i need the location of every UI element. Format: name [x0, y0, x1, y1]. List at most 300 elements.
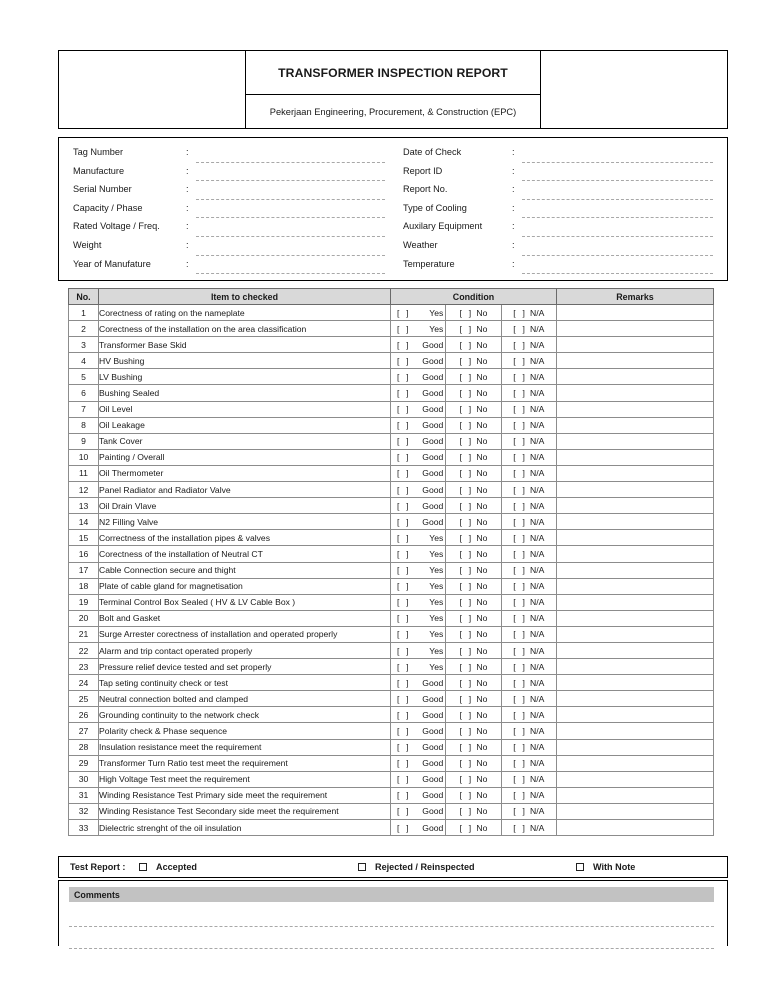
condition-option-primary[interactable] — [391, 646, 445, 656]
cell-condition — [446, 305, 501, 321]
condition-option-no[interactable] — [446, 436, 500, 446]
checkbox-with-note-icon[interactable] — [576, 863, 584, 871]
checkbox-bracket-icon[interactable]: [ ] — [513, 484, 528, 495]
checkbox-bracket-icon[interactable]: [ ] — [513, 420, 528, 431]
condition-option-na[interactable] — [502, 726, 556, 736]
cell-condition — [501, 514, 556, 530]
checkbox-bracket-icon[interactable]: [ ] — [397, 420, 411, 431]
checkbox-bracket-icon[interactable]: [ ] — [513, 500, 528, 511]
checkbox-bracket-icon[interactable]: [ ] — [513, 597, 528, 608]
table-row — [69, 433, 714, 449]
cell-remarks[interactable] — [557, 691, 714, 707]
cell-remarks[interactable] — [557, 594, 714, 610]
cell-remarks[interactable] — [557, 498, 714, 514]
inspection-checklist-table — [68, 288, 714, 836]
cell-no: 19 — [69, 594, 99, 610]
cell-remarks[interactable] — [557, 530, 714, 546]
checkbox-bracket-icon[interactable]: [ ] — [397, 307, 411, 318]
checkbox-bracket-icon[interactable]: [ ] — [459, 436, 474, 447]
checkbox-bracket-icon[interactable]: [ ] — [459, 613, 474, 624]
checkbox-bracket-icon[interactable]: [ ] — [513, 388, 528, 399]
checkbox-rejected-icon[interactable] — [358, 863, 366, 871]
checkbox-bracket-icon[interactable]: [ ] — [397, 709, 411, 720]
checkbox-bracket-icon[interactable]: [ ] — [459, 500, 474, 511]
checkbox-bracket-icon[interactable]: [ ] — [513, 307, 528, 318]
condition-option-primary[interactable] — [391, 629, 445, 639]
cell-item: Cable Connection secure and thight — [99, 562, 391, 578]
cell-remarks[interactable] — [557, 433, 714, 449]
condition-option-na[interactable] — [502, 308, 556, 318]
cell-condition — [501, 642, 556, 658]
condition-option-primary[interactable] — [391, 420, 445, 430]
cell-remarks[interactable] — [557, 321, 714, 337]
cell-item: Bolt and Gasket — [99, 610, 391, 626]
condition-option-primary[interactable] — [391, 774, 445, 784]
cell-condition — [446, 739, 501, 755]
table-row — [69, 449, 714, 465]
condition-option-na[interactable] — [502, 356, 556, 366]
cell-remarks[interactable] — [557, 369, 714, 385]
checkbox-bracket-icon[interactable]: [ ] — [459, 565, 474, 576]
condition-option-no[interactable] — [446, 774, 500, 784]
condition-option-primary[interactable] — [391, 726, 445, 736]
condition-option-primary[interactable] — [391, 790, 445, 800]
condition-option-na[interactable] — [502, 549, 556, 559]
checkbox-bracket-icon[interactable]: [ ] — [513, 806, 528, 817]
cell-remarks[interactable] — [557, 771, 714, 787]
condition-option-primary[interactable] — [391, 806, 445, 816]
condition-option-no[interactable] — [446, 629, 500, 639]
condition-option-no[interactable] — [446, 758, 500, 768]
checkbox-bracket-icon[interactable]: [ ] — [513, 548, 528, 559]
condition-label: N/A — [530, 420, 545, 431]
checkbox-bracket-icon[interactable]: [ ] — [513, 774, 528, 785]
cell-item: Transformer Turn Ratio test meet the requirement — [99, 755, 391, 771]
cell-condition — [446, 482, 501, 498]
checkbox-bracket-icon[interactable]: [ ] — [397, 581, 411, 592]
condition-option-no[interactable] — [446, 420, 500, 430]
condition-label: N/A — [530, 436, 545, 447]
checkbox-bracket-icon[interactable]: [ ] — [459, 452, 474, 463]
comments-write-line-1[interactable] — [69, 910, 714, 927]
checkbox-bracket-icon[interactable]: [ ] — [459, 742, 474, 753]
info-field-right-2[interactable] — [522, 184, 713, 200]
checkbox-bracket-icon[interactable]: [ ] — [397, 725, 411, 736]
condition-option-primary[interactable] — [391, 468, 445, 478]
checkbox-bracket-icon[interactable]: [ ] — [397, 484, 411, 495]
condition-option-na[interactable] — [502, 678, 556, 688]
condition-option-na[interactable] — [502, 340, 556, 350]
cell-remarks[interactable] — [557, 610, 714, 626]
condition-option-na[interactable] — [502, 662, 556, 672]
condition-option-primary[interactable] — [391, 742, 445, 752]
checkbox-bracket-icon[interactable]: [ ] — [513, 371, 528, 382]
checkbox-bracket-icon[interactable]: [ ] — [459, 339, 474, 350]
condition-option-primary[interactable] — [391, 662, 445, 672]
checkbox-bracket-icon[interactable]: [ ] — [459, 758, 474, 769]
checkbox-bracket-icon[interactable]: [ ] — [513, 645, 528, 656]
checkbox-bracket-icon[interactable]: [ ] — [397, 661, 411, 672]
checkbox-bracket-icon[interactable]: [ ] — [513, 693, 528, 704]
condition-option-na[interactable] — [502, 420, 556, 430]
checkbox-bracket-icon[interactable]: [ ] — [397, 822, 411, 833]
checkbox-bracket-icon[interactable]: [ ] — [397, 629, 411, 640]
condition-label: N/A — [530, 677, 545, 688]
checkbox-bracket-icon[interactable]: [ ] — [513, 822, 528, 833]
checkbox-bracket-icon[interactable]: [ ] — [513, 790, 528, 801]
checkbox-bracket-icon[interactable]: [ ] — [513, 436, 528, 447]
checkbox-bracket-icon[interactable]: [ ] — [459, 774, 474, 785]
checkbox-accepted-icon[interactable] — [139, 863, 147, 871]
test-report-option-with-note[interactable] — [576, 862, 635, 872]
condition-label: Good — [422, 677, 444, 688]
condition-option-no[interactable] — [446, 565, 500, 575]
cell-condition — [391, 723, 446, 739]
condition-label: Yes — [429, 597, 444, 608]
info-field-left-4[interactable] — [196, 221, 385, 237]
condition-option-primary[interactable] — [391, 678, 445, 688]
info-label: Report No. — [403, 184, 448, 195]
checkbox-bracket-icon[interactable]: [ ] — [397, 532, 411, 543]
info-field-right-6[interactable] — [522, 258, 713, 274]
condition-option-no[interactable] — [446, 388, 500, 398]
checkbox-bracket-icon[interactable]: [ ] — [397, 790, 411, 801]
cell-remarks[interactable] — [557, 707, 714, 723]
checkbox-bracket-icon[interactable]: [ ] — [397, 597, 411, 608]
checkbox-bracket-icon[interactable]: [ ] — [459, 371, 474, 382]
condition-label: N/A — [530, 661, 545, 672]
condition-option-no[interactable] — [446, 790, 500, 800]
checkbox-bracket-icon[interactable]: [ ] — [459, 548, 474, 559]
page-title: TRANSFORMER INSPECTION REPORT — [246, 51, 540, 95]
condition-option-na[interactable] — [502, 742, 556, 752]
condition-option-na[interactable] — [502, 517, 556, 527]
checkbox-bracket-icon[interactable]: [ ] — [459, 693, 474, 704]
condition-option-no[interactable] — [446, 533, 500, 543]
checkbox-bracket-icon[interactable]: [ ] — [459, 629, 474, 640]
condition-option-na[interactable] — [502, 436, 556, 446]
condition-label: No — [476, 597, 488, 608]
checkbox-bracket-icon[interactable]: [ ] — [513, 468, 528, 479]
checkbox-bracket-icon[interactable]: [ ] — [397, 339, 411, 350]
condition-option-no[interactable] — [446, 372, 500, 382]
condition-option-na[interactable] — [502, 758, 556, 768]
condition-option-primary[interactable] — [391, 404, 445, 414]
checkbox-bracket-icon[interactable]: [ ] — [397, 693, 411, 704]
condition-option-primary[interactable] — [391, 581, 445, 591]
checkbox-bracket-icon[interactable]: [ ] — [513, 532, 528, 543]
cell-remarks[interactable] — [557, 659, 714, 675]
checkbox-bracket-icon[interactable]: [ ] — [513, 709, 528, 720]
condition-option-no[interactable] — [446, 324, 500, 334]
cell-condition — [391, 369, 446, 385]
condition-option-primary[interactable] — [391, 388, 445, 398]
checkbox-bracket-icon[interactable]: [ ] — [397, 323, 411, 334]
cell-remarks[interactable] — [557, 739, 714, 755]
checkbox-bracket-icon[interactable]: [ ] — [397, 452, 411, 463]
checkbox-bracket-icon[interactable]: [ ] — [513, 758, 528, 769]
condition-option-na[interactable] — [502, 806, 556, 816]
condition-label: Yes — [429, 565, 444, 576]
checkbox-bracket-icon[interactable]: [ ] — [397, 774, 411, 785]
cell-remarks[interactable] — [557, 803, 714, 819]
cell-remarks[interactable] — [557, 449, 714, 465]
checkbox-bracket-icon[interactable]: [ ] — [459, 388, 474, 399]
condition-option-na[interactable] — [502, 790, 556, 800]
condition-label: Good — [422, 516, 444, 527]
checkbox-bracket-icon[interactable]: [ ] — [459, 307, 474, 318]
condition-option-na[interactable] — [502, 468, 556, 478]
checkbox-bracket-icon[interactable]: [ ] — [459, 516, 474, 527]
condition-option-no[interactable] — [446, 694, 500, 704]
info-field-left-1[interactable] — [196, 165, 385, 181]
condition-label: No — [476, 581, 488, 592]
condition-option-no[interactable] — [446, 452, 500, 462]
checkbox-bracket-icon[interactable]: [ ] — [513, 404, 528, 415]
checkbox-bracket-icon[interactable]: [ ] — [397, 645, 411, 656]
info-field-left-2[interactable] — [196, 184, 385, 200]
checkbox-bracket-icon[interactable]: [ ] — [459, 645, 474, 656]
cell-condition — [501, 401, 556, 417]
checkbox-bracket-icon[interactable]: [ ] — [397, 500, 411, 511]
condition-option-primary[interactable] — [391, 436, 445, 446]
condition-option-na[interactable] — [502, 646, 556, 656]
cell-no: 20 — [69, 610, 99, 626]
checkbox-bracket-icon[interactable]: [ ] — [397, 806, 411, 817]
cell-condition — [391, 755, 446, 771]
cell-remarks[interactable] — [557, 546, 714, 562]
condition-option-no[interactable] — [446, 501, 500, 511]
checkbox-bracket-icon[interactable]: [ ] — [397, 468, 411, 479]
condition-option-no[interactable] — [446, 678, 500, 688]
table-row — [69, 305, 714, 321]
condition-option-primary[interactable] — [391, 452, 445, 462]
checkbox-bracket-icon[interactable]: [ ] — [459, 484, 474, 495]
cell-remarks[interactable] — [557, 755, 714, 771]
condition-option-primary[interactable] — [391, 372, 445, 382]
condition-option-no[interactable] — [446, 517, 500, 527]
cell-remarks[interactable] — [557, 820, 714, 836]
cell-condition — [446, 498, 501, 514]
cell-remarks[interactable] — [557, 337, 714, 353]
condition-option-primary[interactable] — [391, 517, 445, 527]
condition-option-na[interactable] — [502, 694, 556, 704]
condition-option-no[interactable] — [446, 726, 500, 736]
condition-option-na[interactable] — [502, 581, 556, 591]
condition-option-primary[interactable] — [391, 823, 445, 833]
condition-option-primary[interactable] — [391, 340, 445, 350]
condition-option-na[interactable] — [502, 324, 556, 334]
condition-option-na[interactable] — [502, 710, 556, 720]
condition-option-no[interactable] — [446, 597, 500, 607]
checkbox-bracket-icon[interactable]: [ ] — [397, 404, 411, 415]
cell-remarks[interactable] — [557, 626, 714, 642]
condition-option-primary[interactable] — [391, 565, 445, 575]
test-report-option-rejected[interactable] — [358, 862, 576, 872]
condition-option-primary[interactable] — [391, 485, 445, 495]
condition-option-no[interactable] — [446, 710, 500, 720]
condition-label: Good — [422, 693, 444, 704]
checkbox-bracket-icon[interactable]: [ ] — [459, 709, 474, 720]
checkbox-bracket-icon[interactable]: [ ] — [459, 597, 474, 608]
cell-condition — [501, 417, 556, 433]
condition-option-no[interactable] — [446, 404, 500, 414]
condition-option-primary[interactable] — [391, 324, 445, 334]
checkbox-bracket-icon[interactable]: [ ] — [459, 677, 474, 688]
test-report-option-accepted[interactable] — [139, 862, 358, 872]
condition-option-no[interactable] — [446, 742, 500, 752]
condition-option-no[interactable] — [446, 581, 500, 591]
checkbox-bracket-icon[interactable]: [ ] — [397, 758, 411, 769]
condition-option-primary[interactable] — [391, 758, 445, 768]
checkbox-bracket-icon[interactable]: [ ] — [513, 742, 528, 753]
checkbox-bracket-icon[interactable]: [ ] — [459, 790, 474, 801]
cell-condition — [391, 626, 446, 642]
cell-item: Dielectric strenght of the oil insulation — [99, 820, 391, 836]
checkbox-bracket-icon[interactable]: [ ] — [513, 452, 528, 463]
checkbox-bracket-icon[interactable]: [ ] — [459, 323, 474, 334]
cell-remarks[interactable] — [557, 723, 714, 739]
cell-remarks[interactable] — [557, 305, 714, 321]
cell-remarks[interactable] — [557, 385, 714, 401]
info-field-right-4[interactable] — [522, 221, 713, 237]
info-field-right-1[interactable] — [522, 165, 713, 181]
condition-option-no[interactable] — [446, 613, 500, 623]
condition-option-no[interactable] — [446, 806, 500, 816]
cell-remarks[interactable] — [557, 642, 714, 658]
condition-option-no[interactable] — [446, 823, 500, 833]
info-field-right-5[interactable] — [522, 240, 713, 256]
checkbox-bracket-icon[interactable]: [ ] — [397, 677, 411, 688]
condition-option-na[interactable] — [502, 372, 556, 382]
condition-option-na[interactable] — [502, 452, 556, 462]
checkbox-bracket-icon[interactable]: [ ] — [397, 436, 411, 447]
checkbox-bracket-icon[interactable]: [ ] — [397, 516, 411, 527]
condition-option-primary[interactable] — [391, 710, 445, 720]
info-field-right-0[interactable] — [522, 147, 713, 163]
condition-option-no[interactable] — [446, 468, 500, 478]
checkbox-bracket-icon[interactable]: [ ] — [397, 355, 411, 366]
checkbox-bracket-icon[interactable]: [ ] — [513, 355, 528, 366]
condition-option-primary[interactable] — [391, 356, 445, 366]
checkbox-bracket-icon[interactable]: [ ] — [397, 548, 411, 559]
info-field-left-3[interactable] — [196, 202, 385, 218]
checkbox-bracket-icon[interactable]: [ ] — [459, 468, 474, 479]
info-label: Type of Cooling — [403, 202, 467, 213]
condition-option-primary[interactable] — [391, 533, 445, 543]
cell-remarks[interactable] — [557, 578, 714, 594]
checkbox-bracket-icon[interactable]: [ ] — [459, 532, 474, 543]
condition-option-na[interactable] — [502, 404, 556, 414]
checkbox-bracket-icon[interactable]: [ ] — [459, 355, 474, 366]
checkbox-bracket-icon[interactable]: [ ] — [513, 613, 528, 624]
checkbox-bracket-icon[interactable]: [ ] — [513, 677, 528, 688]
condition-option-primary[interactable] — [391, 597, 445, 607]
condition-option-no[interactable] — [446, 549, 500, 559]
cell-remarks[interactable] — [557, 514, 714, 530]
checkbox-bracket-icon[interactable]: [ ] — [513, 725, 528, 736]
info-field-left-0[interactable] — [196, 147, 385, 163]
condition-option-no[interactable] — [446, 340, 500, 350]
cell-no: 29 — [69, 755, 99, 771]
condition-option-na[interactable] — [502, 533, 556, 543]
condition-option-no[interactable] — [446, 646, 500, 656]
cell-remarks[interactable] — [557, 417, 714, 433]
checkbox-bracket-icon[interactable]: [ ] — [459, 661, 474, 672]
cell-remarks[interactable] — [557, 787, 714, 803]
checkbox-bracket-icon[interactable]: [ ] — [513, 565, 528, 576]
checkbox-bracket-icon[interactable]: [ ] — [513, 323, 528, 334]
condition-option-na[interactable] — [502, 597, 556, 607]
checkbox-bracket-icon[interactable]: [ ] — [459, 404, 474, 415]
cell-condition — [446, 353, 501, 369]
comments-write-line-2[interactable] — [69, 932, 714, 949]
cell-condition — [391, 771, 446, 787]
checkbox-bracket-icon[interactable]: [ ] — [397, 371, 411, 382]
checkbox-bracket-icon[interactable]: [ ] — [513, 629, 528, 640]
checkbox-bracket-icon[interactable]: [ ] — [459, 725, 474, 736]
checkbox-bracket-icon[interactable]: [ ] — [397, 742, 411, 753]
condition-option-na[interactable] — [502, 823, 556, 833]
condition-option-na[interactable] — [502, 629, 556, 639]
checkbox-bracket-icon[interactable]: [ ] — [459, 806, 474, 817]
checkbox-bracket-icon[interactable]: [ ] — [459, 420, 474, 431]
condition-option-na[interactable] — [502, 613, 556, 623]
info-field-left-5[interactable] — [196, 240, 385, 256]
condition-option-no[interactable] — [446, 308, 500, 318]
condition-option-na[interactable] — [502, 485, 556, 495]
checkbox-bracket-icon[interactable]: [ ] — [459, 822, 474, 833]
checkbox-bracket-icon[interactable]: [ ] — [397, 565, 411, 576]
checkbox-bracket-icon[interactable]: [ ] — [459, 581, 474, 592]
checkbox-bracket-icon[interactable]: [ ] — [513, 581, 528, 592]
cell-remarks[interactable] — [557, 675, 714, 691]
cell-condition — [446, 449, 501, 465]
condition-option-primary[interactable] — [391, 549, 445, 559]
condition-label: N/A — [530, 693, 545, 704]
condition-label: N/A — [530, 822, 545, 833]
info-field-right-3[interactable] — [522, 202, 713, 218]
cell-remarks[interactable] — [557, 465, 714, 481]
condition-option-primary[interactable] — [391, 308, 445, 318]
condition-option-na[interactable] — [502, 565, 556, 575]
cell-remarks[interactable] — [557, 562, 714, 578]
condition-option-no[interactable] — [446, 356, 500, 366]
checkbox-bracket-icon[interactable]: [ ] — [513, 661, 528, 672]
cell-condition — [446, 659, 501, 675]
checkbox-bracket-icon[interactable]: [ ] — [397, 388, 411, 399]
cell-remarks[interactable] — [557, 401, 714, 417]
info-field-left-6[interactable] — [196, 258, 385, 274]
condition-option-no[interactable] — [446, 485, 500, 495]
table-row — [69, 610, 714, 626]
condition-option-na[interactable] — [502, 501, 556, 511]
condition-option-na[interactable] — [502, 388, 556, 398]
cell-remarks[interactable] — [557, 353, 714, 369]
condition-option-na[interactable] — [502, 774, 556, 784]
checkbox-bracket-icon[interactable]: [ ] — [513, 339, 528, 350]
cell-condition — [446, 337, 501, 353]
condition-option-primary[interactable] — [391, 501, 445, 511]
cell-condition — [446, 803, 501, 819]
condition-option-no[interactable] — [446, 662, 500, 672]
condition-option-primary[interactable] — [391, 694, 445, 704]
cell-remarks[interactable] — [557, 482, 714, 498]
condition-option-primary[interactable] — [391, 613, 445, 623]
checkbox-bracket-icon[interactable]: [ ] — [397, 613, 411, 624]
info-row — [403, 219, 713, 238]
checkbox-bracket-icon[interactable]: [ ] — [513, 516, 528, 527]
